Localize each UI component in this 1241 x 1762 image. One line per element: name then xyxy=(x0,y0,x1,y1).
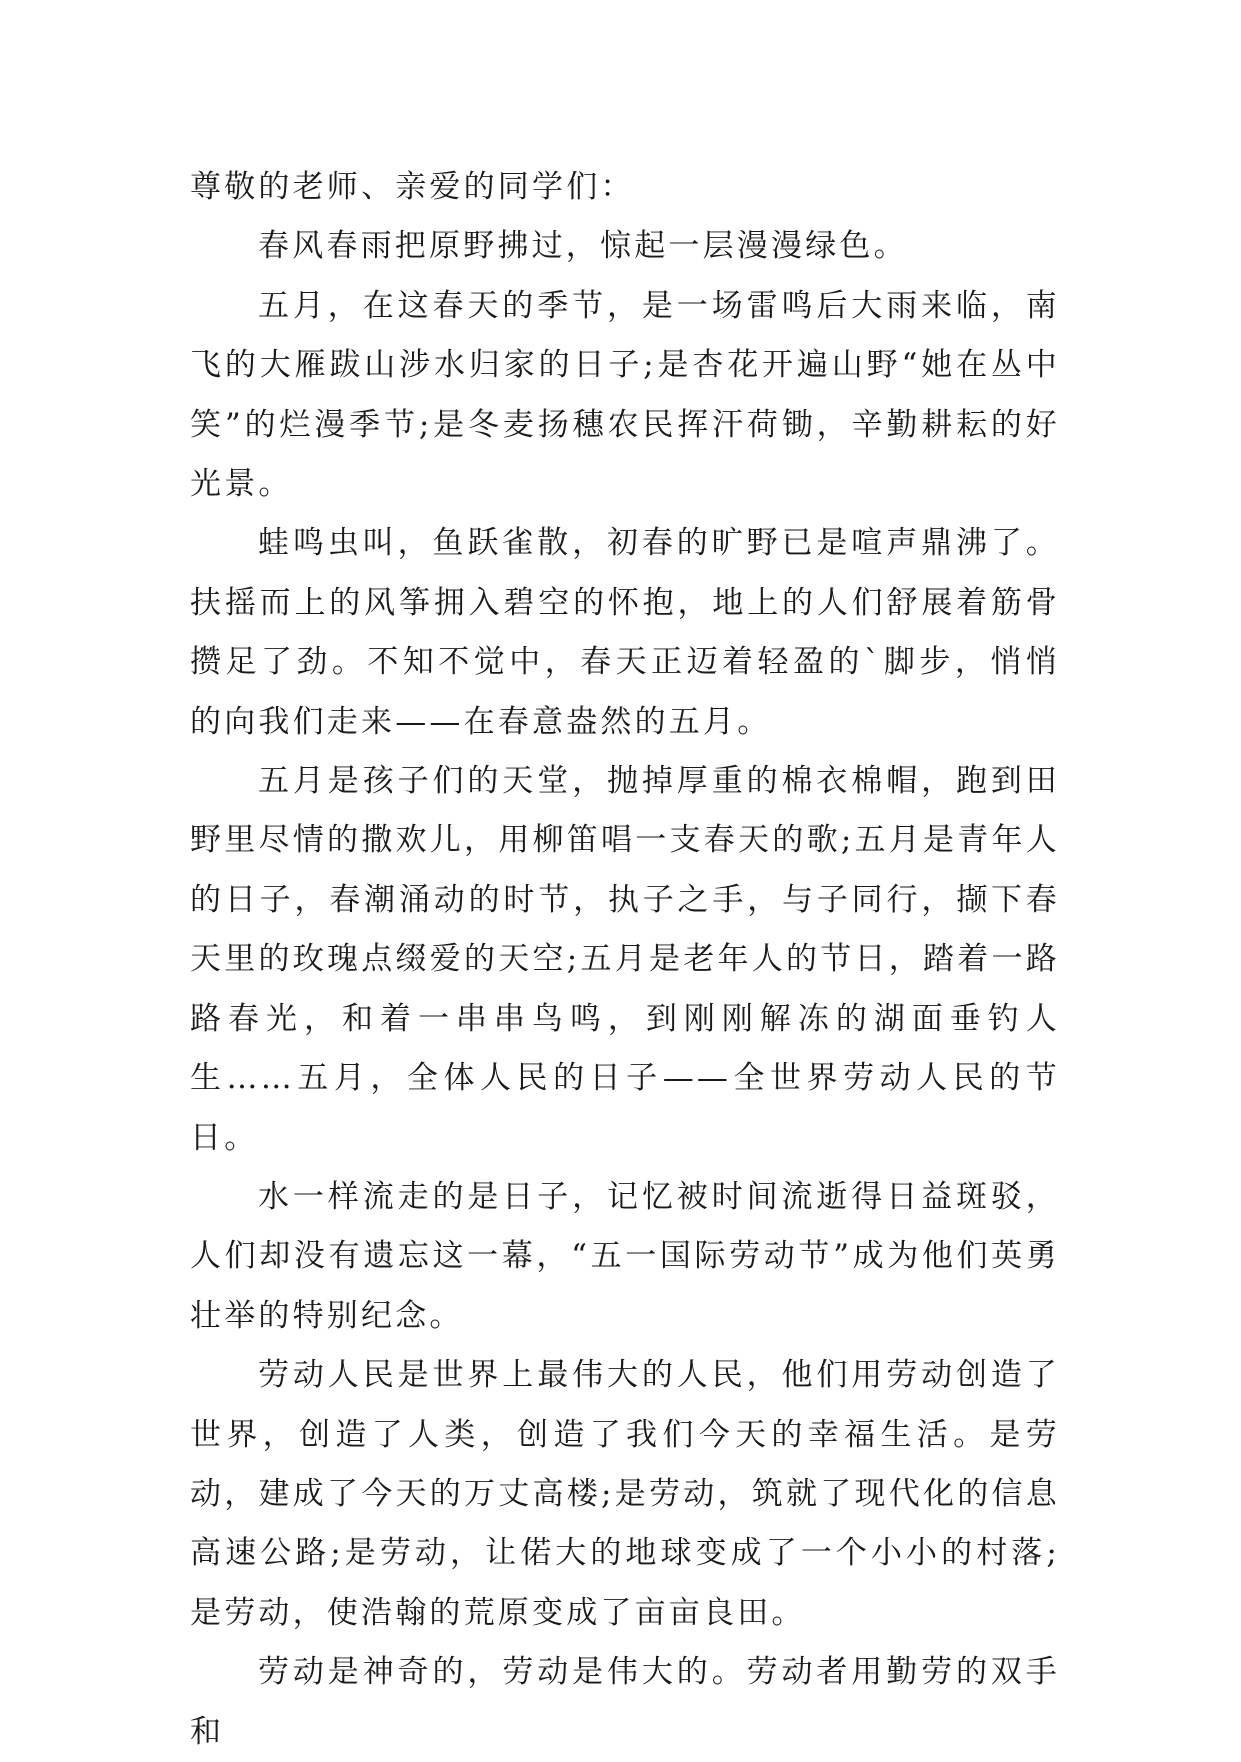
document-body xyxy=(190,158,1060,1762)
paragraph: 春风春雨把原野拂过，惊起一层漫漫绿色。 xyxy=(258,228,908,265)
paragraph: 蛙鸣虫叫，鱼跃雀散，初春的旷野已是喧声鼎沸了。扶摇而上的风筝拥入碧空的怀抱，地上的人们舒展着筋骨攒足了劲。不知不觉中，春天正迈着轻盈的`脚步，悄悄的向我们走来——在春意盎然的五月。 xyxy=(190,525,1060,740)
paragraph: 五月是孩子们的天堂，抛掉厚重的棉衣棉帽，跑到田野里尽情的撒欢儿，用柳笛唱一支春天的歌;五月是青年人的日子，春潮涌动的时节，执子之手，与子同行，撷下春天里的玫瑰点缀爱的天空;五月是老年人的节日，踏着一路路春光，和着一串串鸟鸣，到刚刚解冻的湖面垂钓人生……五月，全体人民的日子——全世界劳动人民的节日。 xyxy=(190,763,1060,1156)
paragraph: 水一样流走的是日子，记忆被时间流逝得日益斑驳，人们却没有遗忘这一幕，“五一国际劳动节”成为他们英勇壮举的特别纪念。 xyxy=(190,1178,1060,1334)
paragraph: 劳动是神奇的，劳动是伟大的。劳动者用勤劳的双手和 xyxy=(190,1654,1060,1750)
paragraph: 劳动人民是世界上最伟大的人民，他们用劳动创造了世界，创造了人类，创造了我们今天的幸福生活。是劳动，建成了今天的万丈高楼;是劳动，筑就了现代化的信息高速公路;是劳动，让偌大的地球变成了一个小小的村落;是劳动，使浩翰的荒原变成了亩亩良田。 xyxy=(190,1357,1060,1631)
salutation: 尊敬的老师、亲爱的同学们： xyxy=(190,169,635,205)
paragraph: 五月，在这春天的季节，是一场雷鸣后大雨来临，南飞的大雁跋山涉水归家的日子;是杏花开遍山野“她在丛中笑”的烂漫季节;是冬麦扬穗农民挥汗荷锄，辛勤耕耘的好光景。 xyxy=(190,287,1060,503)
